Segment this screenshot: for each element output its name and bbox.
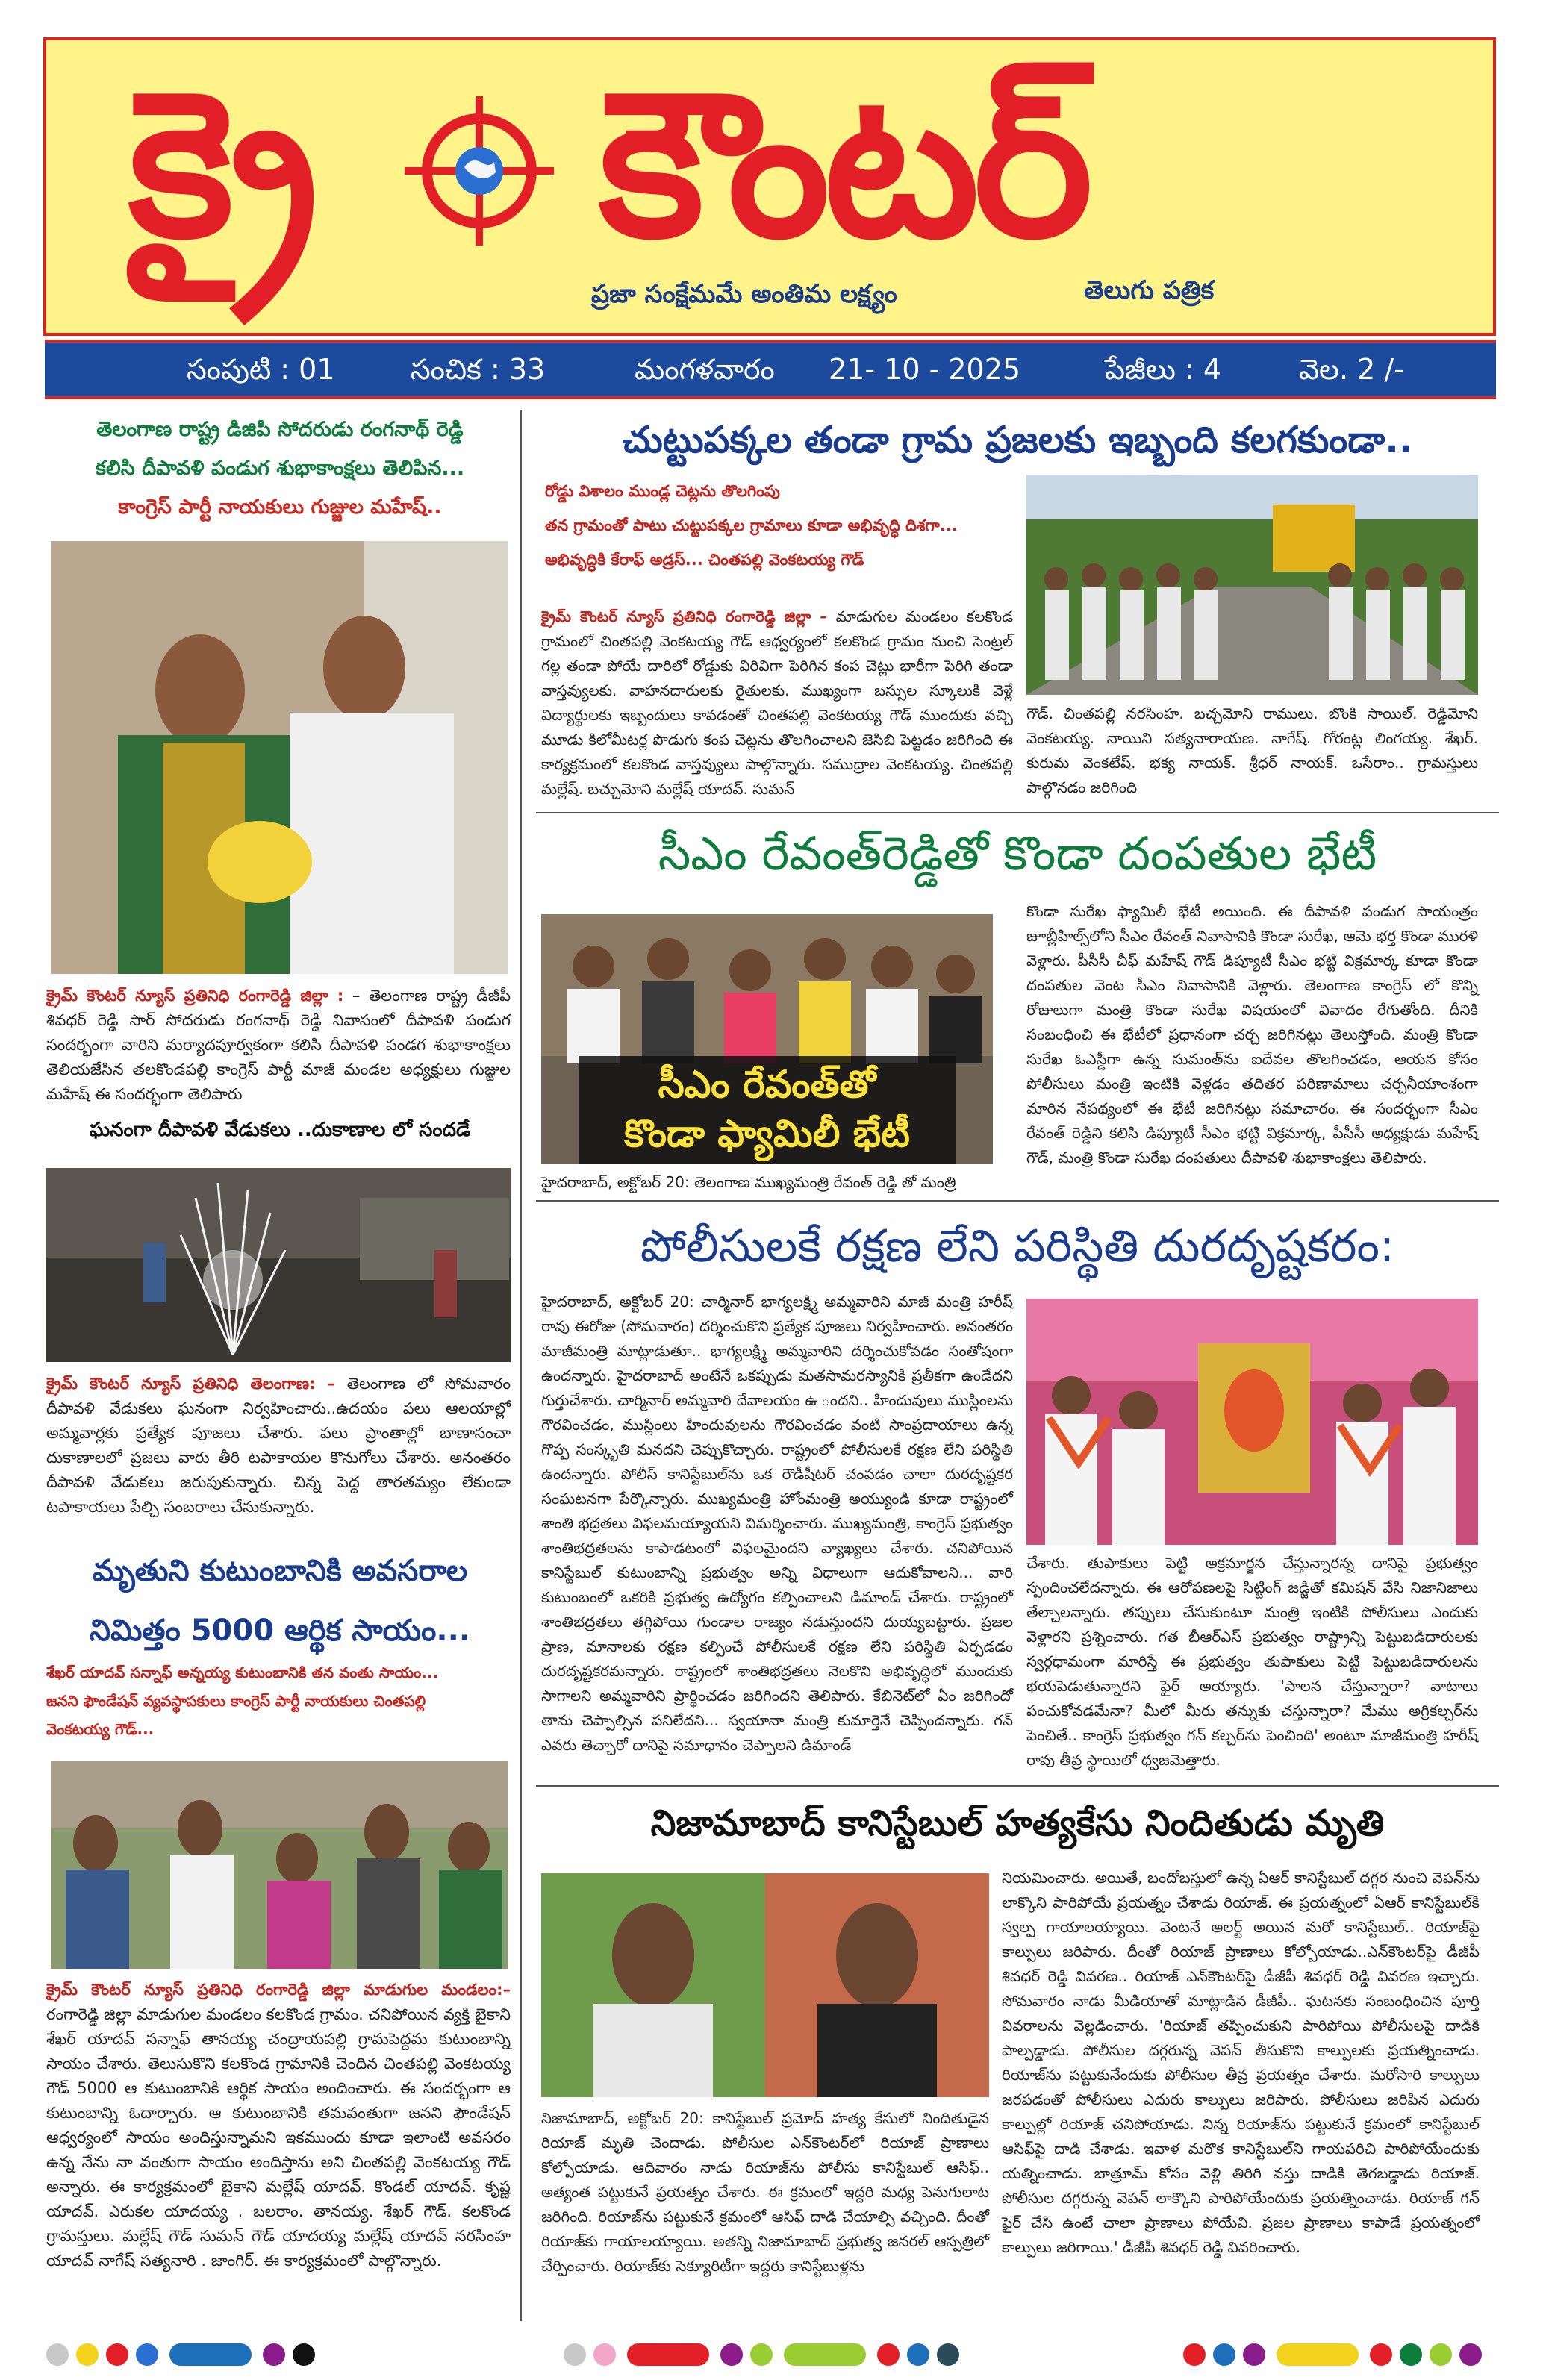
thanda-headline: చుట్టుపక్కల తండా గ్రామ ప్రజలకు ఇబ్బంది కలగకుండా.. — [622, 419, 1413, 461]
price: వెల. 2 /- — [1299, 353, 1404, 386]
day: మంగళవారం — [635, 353, 775, 386]
aid-lead: క్రైమ్ కౌంటర్ న్యూస్ ప్రతినిధి రంగారెడ్డి జిల్లా మాడుగుల మండలం:– — [46, 1981, 511, 1999]
dgp-body — [46, 984, 511, 1107]
title-left: క్రై — [128, 45, 313, 282]
cm-headline: సీఎం రేవంత్‌రెడ్డితో కొండా దంపతుల భేటీ — [658, 826, 1377, 881]
footer-color-strip-center — [564, 2343, 952, 2366]
police-headline: పోలీసులకే రక్షణ లేని పరిస్థితి దురదృష్టకరం: — [640, 1220, 1395, 1272]
issue-info-bar — [45, 340, 1496, 399]
thanda-text: మాడుగుల మండలం కలకొండ గ్రామంలో చింతపల్లి వెంకటయ్య గౌడ్ ఆధ్వర్యంలో కలకొండ గ్రామం నుంచి సెంట్రల్ గల్ల తండా పోయే దారిలో రోడ్డుకు విరివిగా పెరిగిన కంప చెట్లు భారీగా పెరిగి తండా వాస్తవ్యులకు. వాహనదారులకు రైతులకు. ముఖ్యంగా బస్సుల స్కూలుకి వెళ్లే విద్యార్థులకు ఇబ్బందులు కావడంతో చింతపల్లి వెంకటయ్య గౌడ్ ముందుకు వచ్చి మూడు కిలోమీటర్ల పొడుగు కంప చెట్లను తొలగించాలని జెసిబి పెట్టడం జరిగింది ఈ కార్యక్రమంలో కలకొండ వాస్తవ్యులు పాల్గొన్నారు. సముద్రాల వెంకటయ్య. చింతపల్లి మల్లేష్. బచ్చుమోని మల్లేష్ యాదవ్. సుమన్ — [541, 608, 1013, 798]
thanda-body-cont: గౌడ్. చింతపల్లి నరసింహ. బచ్చమోని రాములు. బొంకి సాయిల్. రెడ్డిమోని వెంకటయ్య. నాయిని సత్యనారాయణ. నాగేష్. గోరంట్ల లింగయ్య. శేఖర్. కురుమ వెంకటేష్. భక్య నాయక్. శ్రీధర్ నాయక్. ఒసేరాం.. గ్రామస్తులు పాల్గొనడం జరిగింది — [1026, 705, 1478, 796]
thanda-body — [541, 605, 1013, 802]
aid-headline-1: మృతుని కుటుంబానికి అవసరాల — [92, 1554, 468, 1588]
cm-photo-caption-2: కొండా ఫ్యామిలీ భేటీ — [624, 1112, 910, 1155]
police-body-left: హైదరాబాద్, అక్టోబర్ 20: చార్మినార్ భాగ్యలక్ష్మి అమ్మవారిని మాజీ మంత్రి హరీష్ రావు ఈరోజు (సోమవారం) దర్శించుకొని ప్రత్యేక పూజలు నిర్వహించారు. అనంతరం మాజీమంత్రి మాట్లాడుతూ.. భాగ్యలక్ష్మి అమ్మవారిని దర్శించుకోవడం సంతోషంగా ఉందన్నారు. హైదరాబాద్ అంటేనే ఒకప్పుడు మతసామరస్యానికి ప్రతీకగా ఉండేదని గుర్తుచేశారు. చార్మినార్ అమ్మవారి దేవాలయం ఉ ందని.. హిందువులు ముస్లింలను గౌరవించడం, ముస్లింలు హిందువులను గౌరవించడం వంటి సాంప్రదాయాలు ఉన్న గొప్ప సంస్కృతి మనదని చెప్పుకొచ్చారు. రాష్ట్రంలో పోలీసులకే రక్షణ లేని పరిస్థితి ఉందన్నారు. పోలీస్ కానిస్టేబుల్‌ను ఒక రౌడీషీటర్ చంపడం చాలా దురదృష్టకర సంఘటనగా పేర్కొన్నారు. ముఖ్యమంత్రి హోంమంత్రి అయ్యుండి కూడా రాష్ట్రంలో శాంతి భద్రతలు విఫలమయ్యాయని విమర్శించారు. ముఖ్యమంత్రి, కాంగ్రెస్ ప్రభుత్వం శాంతిభద్రతలను కాపాడటంలో విఫలమైందని వ్యాఖ్యలు చేశారు. చనిపోయిన కానిస్టేబుల్ కుటుంబాన్ని ప్రభుత్వం అన్ని విధాలుగా ఆదుకోవాలని... వారి కుటుంబంలో ఒకరికి ప్రభుత్వ ఉద్యోగం కల్పించాలని డిమాండ్ చేశారు. రాష్ట్రంలో శాంతిభద్రతలు తగ్గిపోయి గుండాల రాజ్యం నడుస్తుందని దుయ్యబట్టారు. ప్రజల ప్రాణ, మానాలకు రక్షణ కల్పించే పోలీసులకే రక్షణ లేని పరిస్థితి ఏర్పడడం దురదృష్టకరమన్నారు. రాష్ట్రంలో శాంతిభద్రతలు నెలకొని అభివృద్ధిలో ముందుకు సాగాలని అమ్మవారిని ప్రార్థించడం జరిగిందని తెలిపారు. కేబినెట్‌లో ఏం జరిగిందో తాను చెప్పాల్సిన పనిలేదని... స్వయానా మంత్రి కుమార్తెనే చెప్పిందన్నారు. గన్ ఎవరు తెచ్చారో దానిపై సమాధానం చెప్పాలని డిమాండ్ — [541, 1293, 1014, 1754]
section-rule-3 — [536, 1785, 1499, 1787]
diwali-photo — [46, 1168, 511, 1362]
tagline: ప్రజా సంక్షేమమే అంతిమ లక్ష్యం — [591, 279, 897, 309]
dgp-lead: క్రైమ్ కౌంటర్ న్యూస్ ప్రతినిధి రంగారెడ్డి జిల్లా : — [46, 987, 344, 1005]
aid-photo — [51, 1761, 508, 1969]
thanda-sub-3: అభివృద్ధికి కేరాఫ్ అడ్రస్... చింతపల్లి వెంకటయ్య గౌడ్ — [545, 551, 864, 569]
crosshair-globe-icon — [405, 96, 554, 246]
dgp-headline-1: తెలంగాణ రాష్ట్ర డిజిపి సోదరుడు రంగనాథ్ రెడ్డి — [96, 418, 464, 441]
footer-color-strip-right — [1183, 2343, 1497, 2366]
cm-photo-caption-1: సీఎం రేవంత్‌తో — [658, 1063, 876, 1106]
dgp-headline-3: కాంగ్రెస్ పార్టీ నాయకులు గుజ్జుల మహేష్.. — [118, 496, 442, 519]
aid-body — [46, 1978, 511, 2273]
thanda-lead: క్రైమ్ కౌంటర్ న్యూస్ ప్రతినిధి రంగారెడ్డి జిల్లా – — [541, 608, 828, 625]
police-photo — [1026, 1299, 1478, 1545]
volume: సంపుటి : 01 — [187, 353, 335, 386]
thanda-subheads — [545, 474, 1008, 577]
nizamabad-photo — [541, 1873, 989, 2097]
pages: పేజీలు : 4 — [1105, 353, 1222, 386]
diwali-headline: ఘనంగా దీపావళి వేడుకలు ..దుకాణాల లో సందడే — [89, 1119, 471, 1141]
nizamabad-headline: నిజామాబాద్ కానిస్టేబుల్ హత్యకేసు నిందితుడు మృతి — [650, 1802, 1385, 1844]
dgp-headline-2: కలిసి దీపావళి పండుగ శుభాకాంక్షలు తెలిపిన... — [95, 457, 465, 480]
cm-photo — [541, 914, 993, 1164]
thanda-photo — [1026, 475, 1478, 695]
nizamabad-body-left: నిజామాబాద్, అక్టోబర్ 20: కానిస్టేబుల్ ప్రమోద్ హత్య కేసులో నిందితుడైన రియాజ్ మృతి చెందాడు. పోలీసుల ఎన్‌కౌంటర్‌లో రియాజ్ ప్రాణాలు కోల్పోయాడు. ఆదివారం నాడు రియాజ్‌ను పోలీసు కానిస్టేబుల్ ఆసిఫ్.. అత్యంత పట్టుకునే ప్రయత్నం చేశారు. ఈ క్రమంలో ఇద్దరి మధ్య పెనుగులాట జరిగింది. రియాజ్‌ను పట్టుకునే క్రమంలో ఆసిఫ్ దాడి చేయాల్సి వచ్చింది. దీంతో రియాజ్‌కు గాయాలయ్యాయి. అతన్ని నిజామాబాద్ ప్రభుత్వ జనరల్ ఆస్పత్రిలో చేర్పించారు. రియాజ్‌కు సెక్యూరిటీగా ఇద్దరు కానిస్టేబుళ్లను — [541, 2109, 989, 2275]
footer-color-strip-left — [46, 2343, 315, 2366]
aid-sub-2: జనని ఫౌండేషన్ వ్యవస్థాపకులు కాంగ్రెస్ పార్టీ నాయకులు చింతపల్లి — [46, 1692, 426, 1710]
diwali-body — [46, 1372, 511, 1519]
masthead — [43, 37, 1496, 336]
title-right: కౌంటర్ — [599, 45, 1088, 282]
aid-subheads — [46, 1658, 511, 1743]
section-rule-1 — [536, 812, 1499, 813]
police-body-right: చేశారు. తుపాకులు పెట్టి అక్రమార్జన చేస్తున్నారన్న దానిపై ప్రభుత్వం స్పందించలేదన్నారు. ఈ ఆరోపణలపై సిట్టింగ్ జడ్జితో కమిషన్ వేసి నిజానిజాలు తేల్చాలన్నారు. తప్పులు చేసుకుంటూ మంత్రి ఇంటికి పోలీసులు ఎందుకు వెళ్లారని ప్రశ్నించారు. గత బీఆర్ఎస్ ప్రభుత్వం రాష్ట్రాన్ని పెట్టుబడిదారులకు స్వర్గధామంగా మారిస్తే ఈ ప్రభుత్వం తుపాకులు పెట్టి పెట్టుబడిదారులను భయపెడుతున్నారని ఫైర్ అయ్యారు. 'పాలన చేస్తున్నారా? వాటాలు పంచుకోవడమేనా? మీలో మీరు తన్నుకు చస్తున్నారా? మేము అగ్రికల్చర్‌ను పెంచితే.. కాంగ్రెస్ ప్రభుత్వం గన్ కల్చర్‌ను పెంచింది' అంటూ మాజీమంత్రి హరీష్ రావు తీవ్ర స్థాయిలో ధ్వజమెత్తారు. — [1026, 1554, 1478, 1769]
thanda-sub-1: రోడ్డు విశాలం ముండ్ల చెట్లను తొలగింపు — [545, 482, 780, 500]
date: 21- 10 - 2025 — [829, 353, 1021, 386]
nizamabad-body-right: నియమించారు. అయితే, బందోబస్తులో ఉన్న ఏఆర్ కానిస్టేబుల్ దగ్గర నుంచి వెపన్‌ను లాక్కొని పారిపోయే ప్రయత్నం చేశాడు రియాజ్. ఈ ప్రయత్నంలో ఏఆర్ కానిస్టేబుల్‌కి స్వల్ప గాయాలయ్యాయి. వెంటనే అలర్ట్ అయిన మరో కానిస్టేబుల్.. రియాజ్‌పై కాల్పులు జరిపారు. దీంతో రియాజ్ ప్రాణాలు కోల్పోయాడు..ఎన్‌కౌంటర్‌పై డీజీపీ శివధర్ రెడ్డి వివరణ.. రియాజ్ ఎన్‌కౌంటర్‌పై డీజీపీ శివధర్ రెడ్డి వివరణ ఇచ్చారు. సోమవారం నాడు మీడియాతో మాట్లాడిన డీజీపీ.. ఘటనకు సంబంధించిన పూర్తి వివరాలను వెల్లడించారు. 'రియాజ్ తప్పించుకుని పారిపోయి పోలీసులపై దాడికి పాల్పడ్డాడు. పోలీసుల దగ్గరున్న వెపన్ తీసుకొని కాల్పులకు ప్రయత్నించాడు. రియాజ్‌ను పట్టుకునేందుకు పోలీసుల తీవ్ర ప్రయత్నం చేశారు. మరోసారి కాల్పులు జరపడంతో పోలీసులు ఎదురు కాల్పులు జరిపారు. పోలీసులు జరిపిన ఎదురు కాల్పుల్లో రియాజ్ చనిపోయాడు. నిన్న రియాజ్‌ను పట్టుకునే క్రమంలో కానిస్టేబుల్ ఆసిఫ్‌పై దాడి చేశాడు. ఇవాళ మరొక కానిస్టేబుల్‌ని గాయపరిచి పారిపోయేందుకు యత్నించాడు. బాత్రూమ్ కోసం వెళ్లి తిరిగి వస్తు దాడికి తెగబడ్డాడు రియాజ్. పోలీసుల దగ్గరున్న వెపన్ లాక్కొని పారిపోయేందుకు ప్రయత్నించాడు. రియాజ్ గన్ ఫైర్ చేసి ఉంటే చాలా ప్రాణాలు పోయేవి. ప్రజల ప్రాణాలు కాపాడే ప్రయత్నంలో కాల్పులు జరిగాయి.' డీజీపీ శివధర్ రెడ్డి వివరించారు. — [1002, 1869, 1480, 2256]
aid-sub-1: శేఖర్ యాదవ్ సన్నాఫ్ అన్నయ్య కుటుంబానికి తన వంతు సాయం... — [46, 1664, 439, 1681]
dgp-photo — [51, 541, 508, 974]
column-divider — [520, 410, 522, 2321]
dgp-text: – తెలంగాణ రాష్ట్ర డీజీపీ శివధర్ రెడ్డి సార్ సోదరుడు రంగనాథ్ రెడ్డి నివాసంలో దీపావళి పండుగ సందర్భంగా వారిని మర్యాదపూర్వకంగా కలిసి దీపావళి పండగ శుభాకాంక్షలు తెలియజేసిన తలకొండపల్లి కాంగ్రెస్ పార్టీ మాజీ మండల అధ్యక్షులు గుజ్జుల మహేష్ ఈ సందర్భంగా తెలిపారు — [46, 987, 511, 1103]
paper-type: తెలుగు పత్రిక — [1084, 275, 1215, 305]
aid-sub-3: వెంకటయ్య గౌడ్... — [46, 1720, 155, 1738]
cm-photo-caption — [541, 1060, 993, 1158]
aid-headline — [45, 1541, 515, 1661]
aid-text: రంగారెడ్డి జిల్లా మాడుగుల మండలం కలకొండ గ్రామం. చనిపోయిన వ్యక్తి బైకాని శేఖర్ యాదవ్ సన్నాఫ్ తానయ్య చంద్రాయపల్లి గ్రామపెద్దమ కుటుంబాన్ని సాయం చేశారు. తెలుసుకొని కలకొండ గ్రామానికి చెందిన చింతపల్లి వెంకటయ్య గౌడ్ 5000 ఆ కుటుంబానికి ఆర్థిక సాయం అందించారు. ఈ సందర్భంగా ఆ కుటుంబాన్ని ఓదార్చారు. ఆ కుటుంబానికి తమవంతుగా జనని ఫౌండేషన్ ఆధ్వర్యంలో సాయం అందిస్తున్నామని ఇకముందు కూడా ఇలాంటి అవసరం ఉన్న నేను నా వంతుగా సాయం అందిస్తాను అని చింతపల్లి వెంకటయ్య గౌడ్ అన్నారు. ఈ కార్యక్రమంలో బైకాని మల్లేష్ యాదవ్. కొండల్ యాదవ్. కృష్ణ యాదవ్. ఎరుకల యాదయ్య . బలరాం. తానయ్య. శేఖర్ గౌడ్. కలకొండ గ్రామస్తులు. మల్లేష్ గౌడ్ సుమన్ గౌడ్ యాదయ్య మల్లేష్ యాదవ్ నరసింహ యాదవ్ నాగేష్ సత్యనారి . జాంగిర్. ఈ కార్యక్రమంలో పాల్గొన్నారు. — [46, 2005, 511, 2270]
thanda-sub-2: తన గ్రామంతో పాటు చుట్టుపక్కల గ్రామాలు కూడా అభివృద్ధి దిశగా... — [545, 516, 958, 534]
cm-body: కొండా సురేఖ ఫ్యామిలీ భేటీ అయింది. ఈ దీపావళి పండుగ సాయంత్రం జూబ్లీహిల్స్‌లోని సీఎం రేవంత్ నివాసానికి కొండా సురేఖ, ఆమె భర్త కొండా మురళి వెళ్లారు. పీసీసీ చీఫ్ మహేష్ గౌడ్ డిప్యూటీ సీఎం భట్టి విక్రమార్క కూడా కొండా దంపతుల వెంట సీఎం నివాసానికి వెళ్లారు. తెలంగాణ కాంగ్రెస్ లో కొన్ని రోజులుగా మంత్రి కొండా సురేఖ విషయంలో వివాదం రేగుతోంది. దీనికి సంబంధించి ఈ భేటీలో ప్రధానంగా చర్చ జరిగినట్లు తెలుస్తోంది. మంత్రి కొండా సురేఖ ఓఎస్డీగా ఉన్న సుమంత్‌ను ఐదేవల తొలగించడం, ఆయన కోసం పోలీసులు మంత్రి ఇంటికి వెళ్లడం తదితర పరిణామాలు చర్చనీయాంశంగా మారిన నేపథ్యంలో ఈ భేటీ జరిగినట్లు సమాచారం. ఈ సందర్భంగా సీఎం రేవంత్ రెడ్డిని కలిసి డిప్యూటీ సీఎం భట్టి విక్రమార్క, పీసీసీ అధ్యక్షుడు మహేష్ గౌడ్, మంత్రి కొండా సురేఖ దంపతులు దీపావళి శుభాకాంక్షలు తెలిపారు. — [1026, 902, 1478, 1166]
dgp-headline — [45, 410, 515, 527]
aid-headline-2: నిమిత్తం 5000 ఆర్థిక సాయం... — [90, 1614, 470, 1648]
diwali-text: తెలంగాణ లో సోమవారం దీపావళి వేడుకలు ఘనంగా నిర్వహించారు..ఉదయం పలు ఆలయాల్లో అమ్మవార్లకు ప్రత్యేక పూజలు చేశారు. పలు ప్రాంతాల్లో బాణాసంచా దుకాణాలలో ప్రజలు వారు తీరి టపాకాయల కొనుగోలు చేశారు. అనంతరం దీపావళి వేడుకలు జరుపుకున్నారు. చిన్న పెద్ద తారతమ్యం లేకుండా టపాకాయలు పేల్చి సంబరాలు చేసుకున్నారు. — [46, 1375, 511, 1516]
diwali-lead: క్రైమ్ కౌంటర్ న్యూస్ ప్రతినిధి తెలంగాణ: – — [46, 1375, 336, 1393]
section-rule-2 — [536, 1200, 1499, 1202]
cm-lead-line: హైదరాబాద్, అక్టోబర్ 20: తెలంగాణ ముఖ్యమంత్రి రేవంత్ రెడ్డి తో మంత్రి — [541, 1173, 956, 1191]
issue: సంచిక : 33 — [411, 353, 546, 386]
